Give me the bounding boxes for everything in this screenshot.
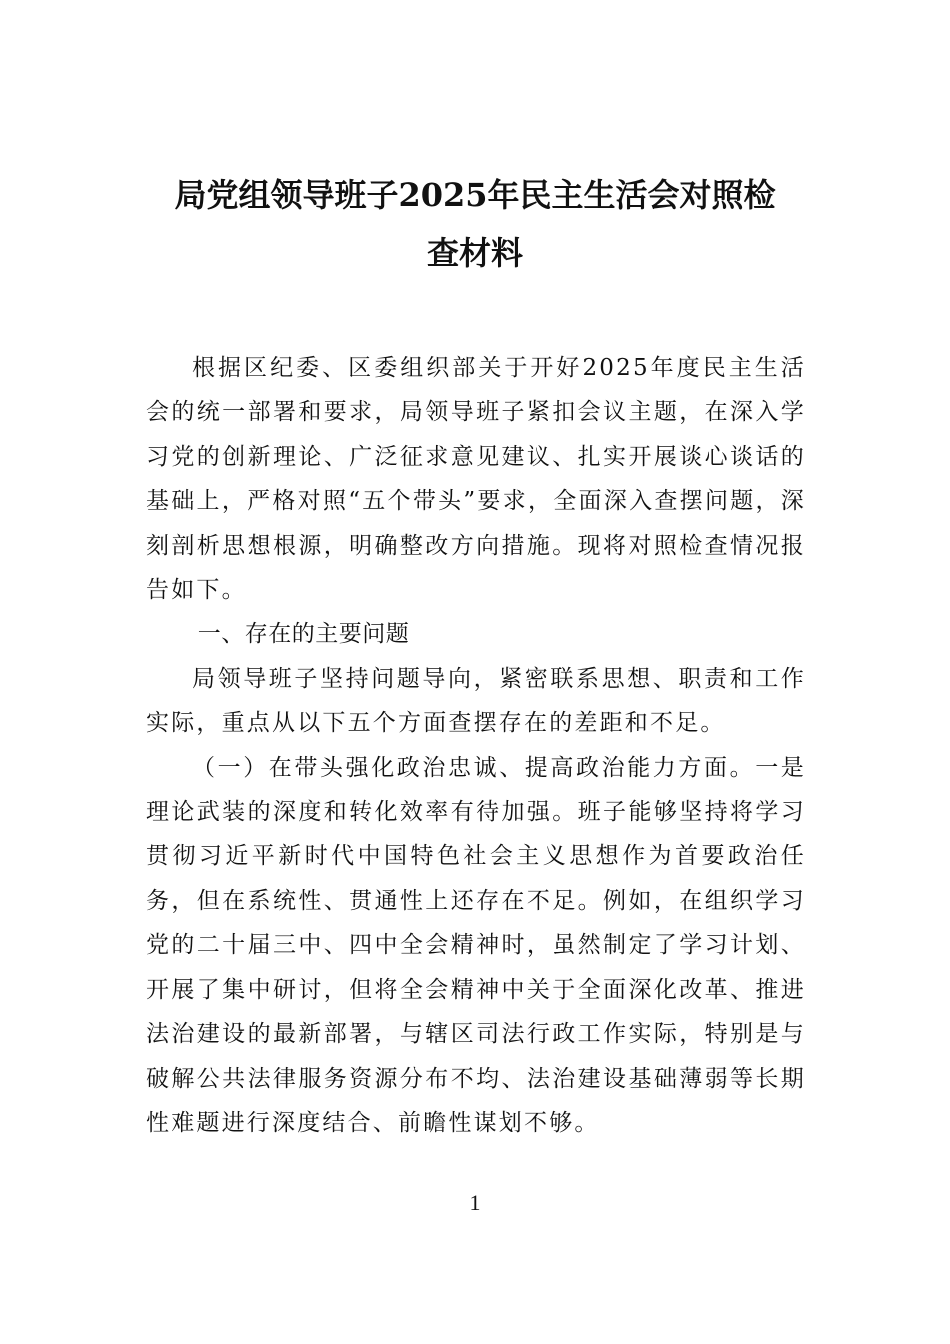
section-intro-paragraph: 局领导班子坚持问题导向，紧密联系思想、职责和工作实际，重点从以下五个方面查摆存在的差距和不足。	[146, 665, 806, 737]
page-number: 1	[469, 1190, 481, 1215]
document-title	[140, 166, 810, 282]
section-heading: 一、存在的主要问题	[197, 621, 410, 648]
subsection-paragraph: （一）在带头强化政治忠诚、提高政治能力方面。一是理论武装的深度和转化效率有待加强。班子能够坚持将学习贯彻习近平新时代中国特色社会主义思想作为首要政治任务，但在系统性、贯通性上还存在不足。例如，在组织学习党的二十届三中、四中全会精神时，虽然制定了学习计划、开展了集中研讨，但将全会精神中关于全面深化改革、推进法治建设的最新部署，与辖区司法行政工作实际，特别是与破解公共法律服务资源分布不均、法治建设基础薄弱等长期性难题进行深度结合、前瞻性谋划不够。	[146, 754, 806, 1136]
title-line-2: 查材料	[426, 234, 523, 272]
intro-paragraph: 根据区纪委、区委组织部关于开好2025年度民主生活会的统一部署和要求，局领导班子紧扣会议主题，在深入学习党的创新理论、广泛征求意见建议、扎实开展谈心谈话的基础上，严格对照“五个带头”要求，全面深入查摆问题，深刻剖析思想根源，明确整改方向措施。现将对照检查情况报告如下。	[146, 355, 806, 604]
document-body	[146, 346, 806, 1145]
title-line-1: 局党组领导班子2025年民主生活会对照检	[174, 176, 776, 214]
